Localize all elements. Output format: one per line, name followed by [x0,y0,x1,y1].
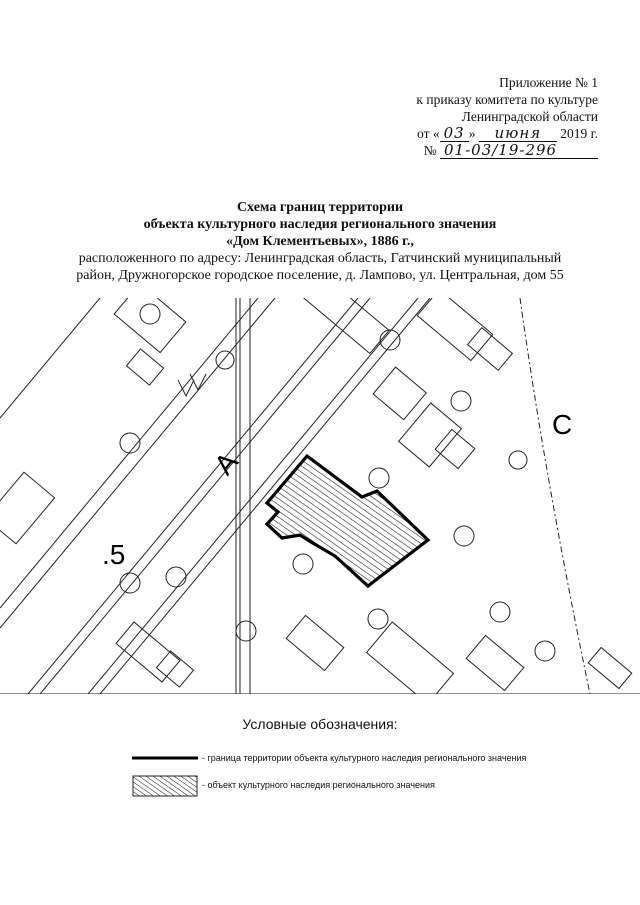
annex-line-3: Ленинградской области [461,109,598,124]
date-mid: » [468,126,476,141]
title-line-3: «Дом Клементьевых», 1886 г., [226,234,414,249]
legend-boundary-text: - граница территории объекта культурного наследия регионального значения [202,753,527,763]
map-label-5: .5 [102,539,126,570]
date-month: июня [479,126,557,142]
map-label-a: А [208,446,244,481]
title-line-2: объекта культурного наследия регионального значения [143,217,497,232]
legend-title: Условные обозначения: [242,716,398,732]
heritage-object [267,456,428,586]
vertical-lines [236,298,250,694]
title-line-1: Схема границ территории [236,200,404,215]
date-prefix: от « [417,126,440,141]
title-line-5: район, Дружногорское городское поселение, д. Лампово, ул. Центральная, дом 55 [76,268,564,283]
terrain-marks [178,374,206,396]
title-line-4: расположенного по адресу: Ленинградская область, Гатчинский муниципальный [78,251,562,266]
annex-block [338,74,598,159]
annex-line-2: к приказу комитета по культуре [416,92,598,107]
date-year: 2019 г. [560,126,598,141]
annex-number [338,142,598,159]
site-plan-map [0,298,640,708]
annex-line-1: Приложение № 1 [499,75,598,90]
map-label-c: С [552,409,573,440]
number-value: 01-03/19-296 [440,143,598,159]
annex-date [338,125,598,142]
number-prefix: № [423,143,437,158]
legend-symbols [132,752,202,802]
date-day: 03 [440,126,469,142]
legend-object-text: - объект культурного наследия регионального значения [202,780,435,790]
dashed-boundary [520,298,590,694]
legend-hatch-box [133,776,197,796]
